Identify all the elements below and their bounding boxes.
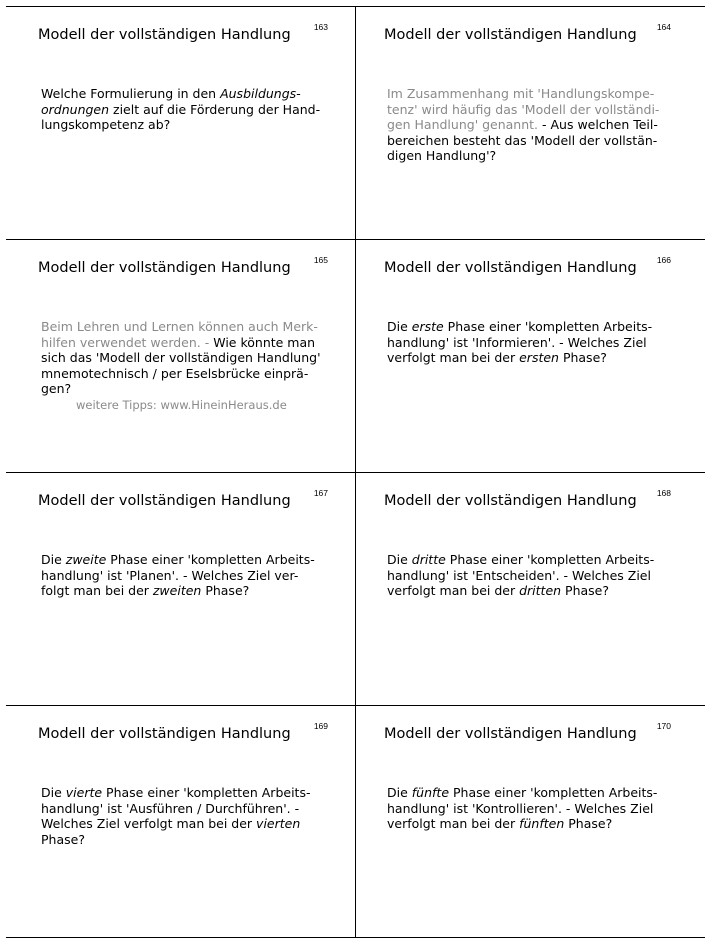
card-number: 163 bbox=[313, 22, 328, 32]
question-line bbox=[387, 117, 687, 133]
question-line bbox=[387, 133, 687, 149]
question-text: Phase einer 'kompletten Arbeits- bbox=[449, 785, 658, 800]
question-text: mnemotechnisch / per Eselsbrücke einprä- bbox=[41, 365, 309, 381]
question-text: sich das 'Modell der vollständigen Handlung' bbox=[41, 350, 321, 365]
question-text: Phase? bbox=[201, 583, 250, 598]
question-text: digen Handlung'? bbox=[387, 148, 497, 163]
question-text: handlung' ist 'Informieren'. - Welches Ziel bbox=[387, 334, 647, 350]
question-line bbox=[387, 816, 687, 832]
question-text: hilfen verwendet werden. - bbox=[41, 334, 214, 350]
question-line bbox=[41, 102, 341, 118]
question-text: Beim Lehren und Lernen können auch Merk- bbox=[41, 319, 318, 334]
question-text: gen Handlung' genannt. bbox=[387, 117, 539, 132]
emphasis-text: Ausbildungs- bbox=[220, 86, 301, 101]
emphasis-text: dritten bbox=[519, 583, 562, 598]
question-text: Phase einer 'kompletten Arbeits- bbox=[102, 785, 311, 800]
flashcard bbox=[356, 240, 705, 473]
question-text: Phase? bbox=[561, 583, 610, 598]
card-title: Modell der vollständigen Handlung bbox=[38, 726, 291, 742]
flashcard bbox=[6, 7, 356, 240]
card-question bbox=[387, 86, 687, 164]
question-text: - Aus welchen Teil- bbox=[538, 117, 658, 132]
question-text: Phase einer 'kompletten Arbeits- bbox=[443, 319, 653, 334]
emphasis-text: vierte bbox=[65, 785, 103, 800]
question-text: Wie könnte man bbox=[213, 334, 316, 350]
question-line bbox=[387, 568, 687, 584]
flashcard bbox=[356, 706, 705, 938]
question-line bbox=[41, 568, 341, 584]
card-number: 169 bbox=[313, 721, 328, 731]
question-text: Die bbox=[387, 552, 412, 567]
card-number: 166 bbox=[656, 255, 671, 265]
flashcard bbox=[6, 240, 356, 473]
question-text: gen? bbox=[41, 381, 72, 396]
question-line bbox=[41, 335, 341, 351]
question-text: verfolgt man bei der bbox=[387, 816, 520, 831]
question-text: zielt auf die Förderung der Hand- bbox=[109, 101, 321, 117]
question-line bbox=[41, 319, 341, 335]
question-text: Phase? bbox=[564, 816, 613, 831]
question-line bbox=[41, 350, 341, 366]
question-line bbox=[387, 102, 687, 118]
emphasis-text: vierten bbox=[256, 816, 301, 831]
question-text: Phase einer 'kompletten Arbeits- bbox=[445, 552, 655, 567]
card-question bbox=[387, 785, 687, 832]
card-title: Modell der vollständigen Handlung bbox=[38, 493, 291, 509]
question-line bbox=[387, 552, 687, 568]
question-text: Welche Formulierung in den bbox=[41, 86, 221, 101]
question-line bbox=[41, 583, 341, 599]
question-line bbox=[387, 86, 687, 102]
question-line bbox=[41, 86, 341, 102]
card-title: Modell der vollständigen Handlung bbox=[384, 493, 637, 509]
emphasis-text: fünfte bbox=[411, 785, 450, 800]
card-title: Modell der vollständigen Handlung bbox=[384, 260, 637, 276]
flashcard bbox=[6, 473, 356, 706]
question-line bbox=[41, 832, 341, 848]
card-title: Modell der vollständigen Handlung bbox=[38, 260, 291, 276]
question-line bbox=[387, 583, 687, 599]
emphasis-text: ersten bbox=[519, 350, 559, 365]
question-line bbox=[387, 785, 687, 801]
card-number: 168 bbox=[656, 488, 671, 498]
question-text: verfolgt man bei der bbox=[387, 350, 520, 365]
question-text: handlung' ist 'Entscheiden'. - Welches Ziel bbox=[387, 567, 651, 583]
question-text: Die bbox=[387, 785, 412, 800]
card-title: Modell der vollständigen Handlung bbox=[38, 27, 291, 43]
emphasis-text: fünften bbox=[519, 816, 565, 831]
emphasis-text: zweite bbox=[65, 552, 107, 567]
flashcard bbox=[6, 706, 356, 938]
question-text: Welches Ziel verfolgt man bei der bbox=[41, 816, 257, 831]
emphasis-text: erste bbox=[411, 319, 444, 334]
question-text: Die bbox=[41, 552, 66, 567]
question-line bbox=[41, 366, 341, 382]
card-title: Modell der vollständigen Handlung bbox=[384, 726, 637, 742]
question-line bbox=[41, 785, 341, 801]
question-line bbox=[387, 319, 687, 335]
question-text: Phase? bbox=[41, 831, 85, 847]
card-question bbox=[41, 319, 341, 397]
flashcard bbox=[356, 473, 705, 706]
question-text: handlung' ist 'Kontrollieren'. - Welches Ziel bbox=[387, 800, 654, 816]
question-text: verfolgt man bei der bbox=[387, 583, 520, 598]
emphasis-text: zweiten bbox=[152, 583, 202, 598]
card-number: 165 bbox=[313, 255, 328, 265]
card-question bbox=[41, 552, 341, 599]
emphasis-text: ordnungen bbox=[41, 101, 110, 117]
question-line bbox=[41, 117, 341, 133]
question-text: Die bbox=[41, 785, 66, 800]
question-text: handlung' ist 'Planen'. - Welches Ziel ver- bbox=[41, 567, 299, 583]
card-question bbox=[41, 86, 341, 133]
question-text: Phase? bbox=[558, 350, 607, 365]
card-number: 170 bbox=[656, 721, 671, 731]
question-line bbox=[387, 350, 687, 366]
card-question bbox=[41, 785, 341, 847]
card-title: Modell der vollständigen Handlung bbox=[384, 27, 637, 43]
question-text: folgt man bei der bbox=[41, 583, 153, 598]
question-text: Die bbox=[387, 319, 412, 334]
card-number: 167 bbox=[313, 488, 328, 498]
question-line bbox=[41, 552, 341, 568]
question-text: tenz' wird häufig das 'Modell der vollständi- bbox=[387, 101, 660, 117]
flashcard bbox=[356, 7, 705, 240]
question-text: handlung' ist 'Ausführen / Durchführen'. - bbox=[41, 800, 300, 816]
flashcard-sheet bbox=[6, 6, 705, 938]
tips-link-text: weitere Tipps: www.HineinHeraus.de bbox=[76, 398, 287, 412]
question-text: Phase einer 'kompletten Arbeits- bbox=[106, 552, 315, 567]
question-text: Im Zusammenhang mit 'Handlungskompe- bbox=[387, 86, 655, 101]
question-line bbox=[41, 381, 341, 397]
question-line bbox=[41, 801, 341, 817]
question-text: lungskompetenz ab? bbox=[41, 117, 171, 132]
question-text: bereichen besteht das 'Modell der vollstän- bbox=[387, 132, 658, 148]
question-line bbox=[41, 816, 341, 832]
card-question bbox=[387, 552, 687, 599]
emphasis-text: dritte bbox=[411, 552, 446, 567]
card-number: 164 bbox=[656, 22, 671, 32]
card-question bbox=[387, 319, 687, 366]
question-line bbox=[387, 801, 687, 817]
question-line bbox=[387, 148, 687, 164]
question-line bbox=[387, 335, 687, 351]
